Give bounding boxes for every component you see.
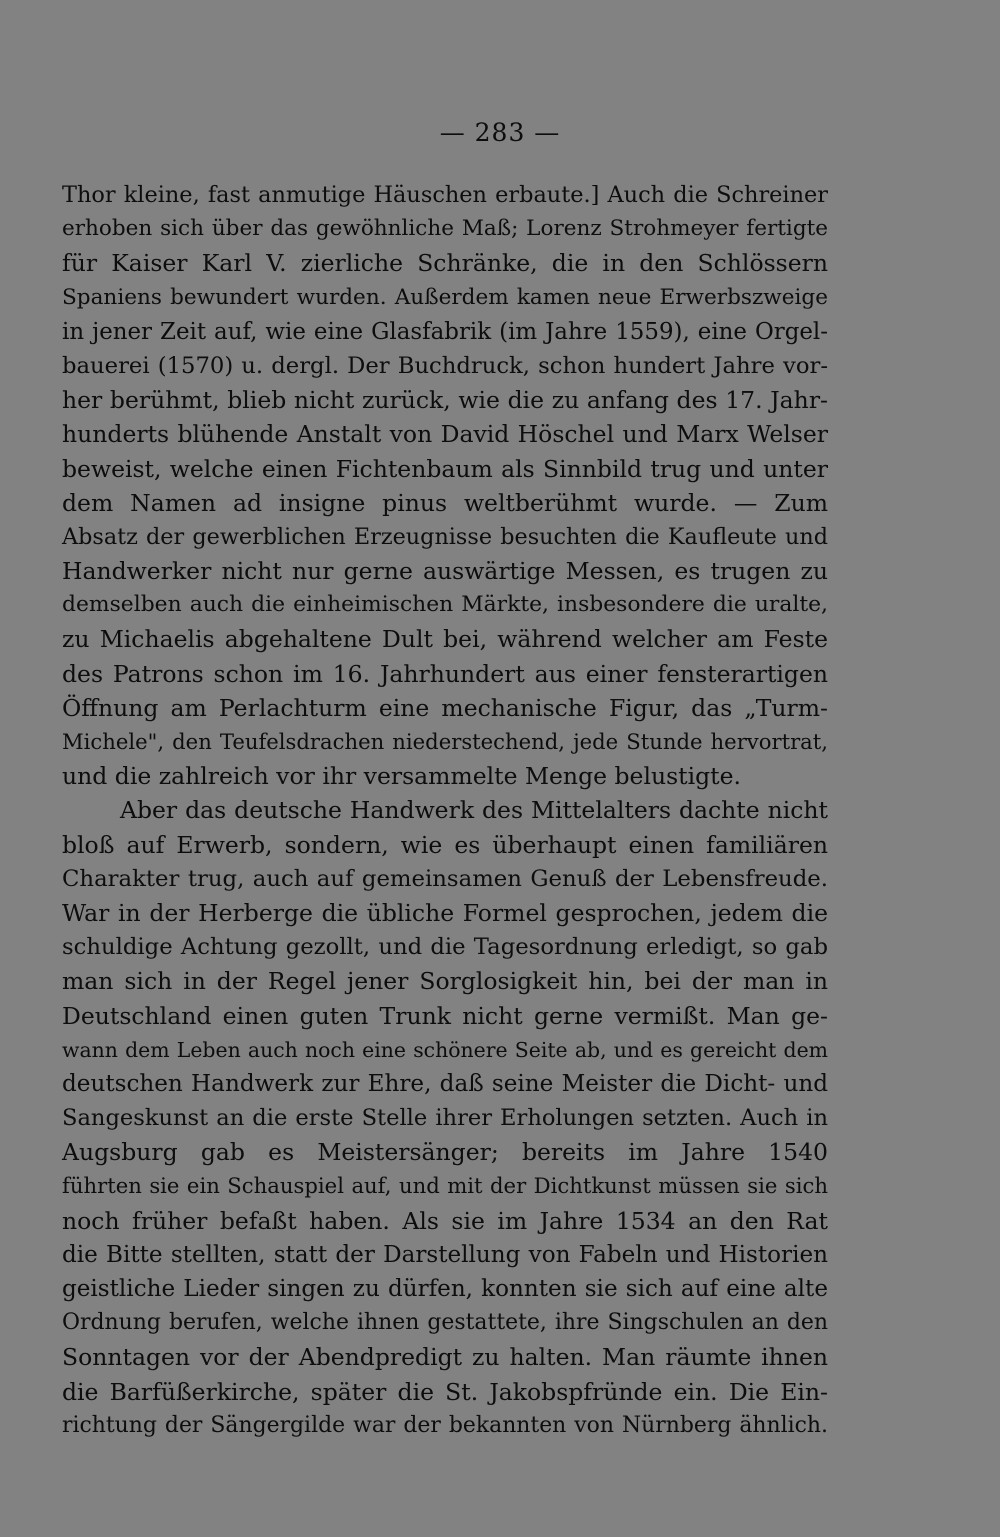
- text-line: die Barfüßerkirche, später die St. Jakobspfründe ein. Die Ein-: [62, 1377, 828, 1406]
- text-line: bloß auf Erwerb, sondern, wie es überhaupt einen familiären: [62, 830, 828, 859]
- text-line: War in der Herberge die übliche Formel gesprochen, jedem die: [62, 898, 828, 927]
- text-line: schuldige Achtung gezollt, und die Tagesordnung erledigt, so gab: [62, 934, 828, 961]
- text-line: hunderts blühende Anstalt von David Höschel und Marx Welser: [62, 420, 828, 449]
- text-line: Augsburg gab es Meistersänger; bereits im Jahre 1540: [62, 1138, 828, 1167]
- text-line: geistliche Lieder singen zu dürfen, konnten sie sich auf eine alte: [62, 1276, 828, 1302]
- text-line: des Patrons schon im 16. Jahrhundert aus einer fensterartigen: [62, 659, 828, 688]
- text-line: Michele", den Teufelsdrachen niederstechend, jede Stunde hervortrat,: [62, 729, 828, 754]
- text-line: Sonntagen vor der Abendpredigt zu halten. Man räumte ihnen: [62, 1343, 828, 1372]
- text-line: Absatz der gewerblichen Erzeugnisse besuchten die Kaufleute und: [62, 523, 828, 550]
- text-line: Aber das deutsche Handwerk des Mittelalters dachte nicht: [120, 796, 828, 825]
- text-line: Deutschland einen guten Trunk nicht gerne vermißt. Man ge-: [62, 1001, 828, 1030]
- text-line: man sich in der Regel jener Sorglosigkeit hin, bei der man in: [62, 967, 828, 996]
- text-line: Charakter trug, auch auf gemeinsamen Genuß der Lebensfreude.: [62, 865, 828, 892]
- text-line: zu Michaelis abgehaltene Dult bei, während welcher am Feste: [62, 625, 828, 654]
- text-line: bauerei (1570) u. dergl. Der Buchdruck, schon hundert Jahre vor-: [62, 352, 828, 379]
- text-line: erhoben sich über das gewöhnliche Maß; Lorenz Strohmeyer fertigte: [62, 216, 828, 242]
- text-line: dem Namen ad insigne pinus weltberühmt wurde. — Zum: [62, 488, 828, 517]
- text-line: richtung der Sängergilde war der bekannten von Nürnberg ähnlich.: [62, 1412, 828, 1438]
- text-line: deutschen Handwerk zur Ehre, daß seine Meister die Dicht- und: [62, 1070, 828, 1097]
- text-line: noch früher befaßt haben. Als sie im Jahre 1534 an den Rat: [62, 1206, 828, 1235]
- text-line: und die zahlreich vor ihr versammelte Menge belustigte.: [62, 762, 741, 791]
- text-line: her berühmt, blieb nicht zurück, wie die zu anfang des 17. Jahr-: [62, 386, 828, 415]
- text-line: für Kaiser Karl V. zierliche Schränke, die in den Schlössern: [62, 249, 828, 278]
- text-line: beweist, welche einen Fichtenbaum als Sinnbild trug und unter: [62, 454, 828, 483]
- text-line: Ordnung berufen, welche ihnen gestattete, ihre Singschulen an den: [62, 1310, 828, 1336]
- text-line: demselben auch die einheimischen Märkte, insbesondere die uralte,: [62, 592, 828, 618]
- text-line: in jener Zeit auf, wie eine Glasfabrik (im Jahre 1559), eine Orgel-: [62, 318, 828, 345]
- text-line: Handwerker nicht nur gerne auswärtige Messen, es trugen zu: [62, 557, 828, 586]
- body-text: [62, 178, 828, 1443]
- text-line: wann dem Leben auch noch eine schönere Seite ab, und es gereicht dem: [62, 1037, 828, 1062]
- text-line: Sangeskunst an die erste Stelle ihrer Erholungen setzten. Auch in: [62, 1105, 828, 1132]
- text-line: Thor kleine, fast anmutige Häuschen erbaute.] Auch die Schreiner: [62, 182, 828, 208]
- text-line: die Bitte stellten, statt der Darstellung von Fabeln und Historien: [62, 1241, 828, 1268]
- page-number: — 283 —: [439, 118, 561, 147]
- text-line: führten sie ein Schauspiel auf, und mit der Dichtkunst müssen sie sich: [62, 1173, 828, 1199]
- text-line: Öffnung am Perlachturm eine mechanische Figur, das „Turm-: [62, 693, 828, 722]
- text-line: Spaniens bewundert wurden. Außerdem kamen neue Erwerbszweige: [62, 284, 828, 310]
